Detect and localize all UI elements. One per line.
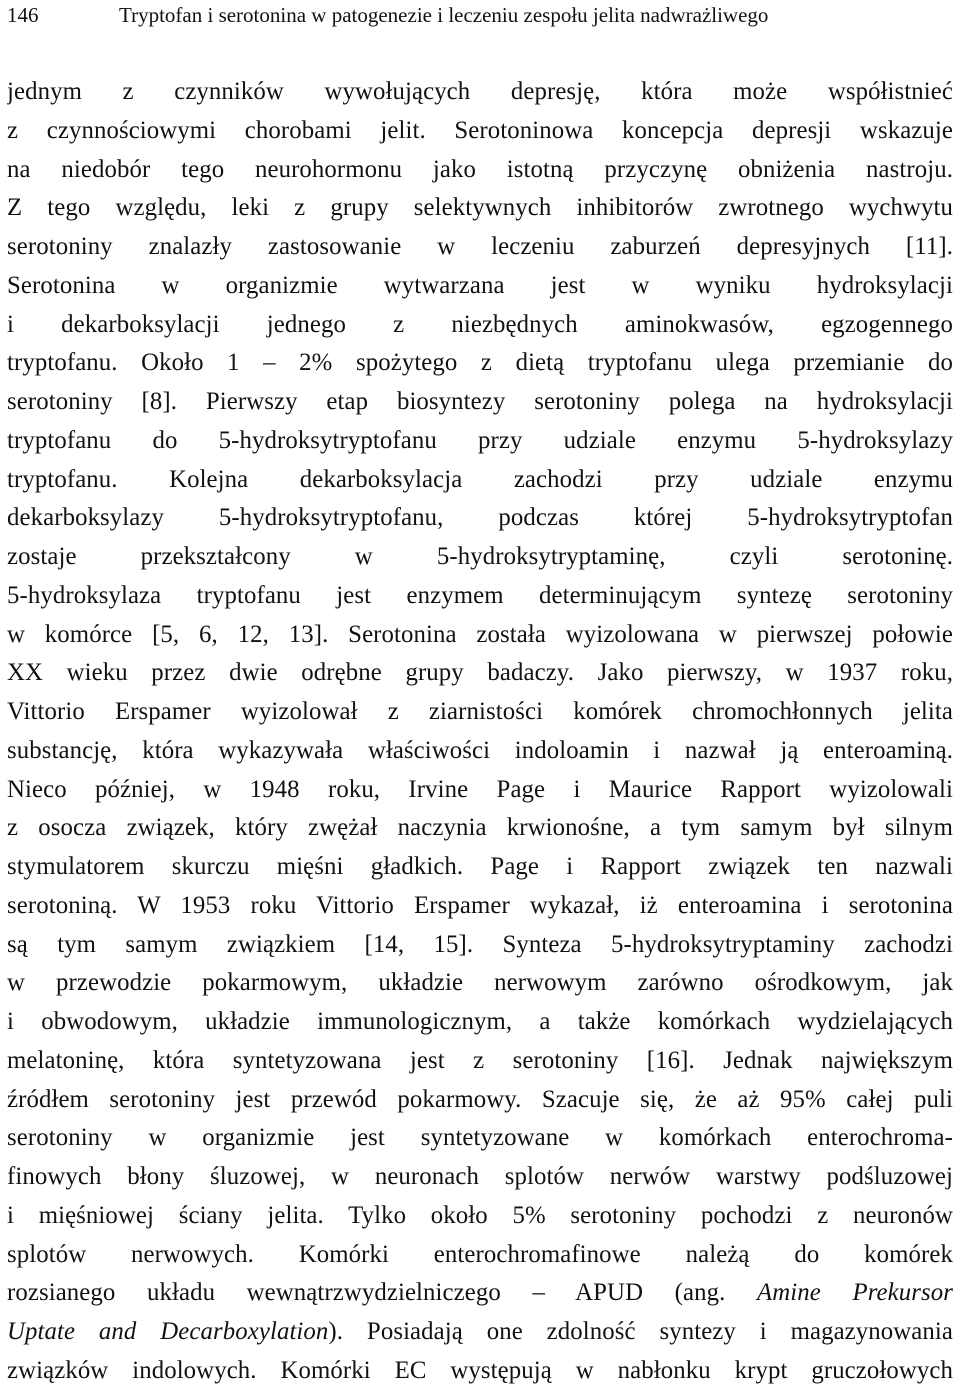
text-line: serotoniny w organizmie jest syntetyzowane w komórkach enterochroma- xyxy=(7,1124,953,1152)
text-line: zostaje przekształcony w 5-hydroksytryptaminę, czyli serotoninę. xyxy=(7,543,953,570)
text-line: i dekarboksylacji jednego z niezbędnych aminokwasów, egzogennego xyxy=(7,310,953,338)
text-line: Nieco później, w 1948 roku, Irvine Page i Maurice Rapport wyizolowali xyxy=(7,775,953,803)
text-line: związków indolowych. Komórki EC występują w nabłonku krypt gruczołowych xyxy=(7,1356,953,1384)
text-segment: ). Posiadają one zdolność syntezy i magazynowania xyxy=(328,1318,953,1345)
text-line: źródłem serotoniny jest przewód pokarmowy. Szacuje się, że aż 95% całej puli xyxy=(7,1085,953,1113)
text-line: finowych błony śluzowej, w neuronach splotów nerwów warstwy podśluzowej xyxy=(7,1163,953,1190)
text-line: Z tego względu, leki z grupy selektywnych inhibitorów zwrotnego wychwytu xyxy=(7,194,953,222)
text-line: i obwodowym, układzie immunologicznym, a także komórkach wydzielających xyxy=(7,1008,953,1035)
text-line: są tym samym związkiem [14, 15]. Synteza 5-hydroksytryptaminy zachodzi xyxy=(7,930,953,958)
text-line: stymulatorem skurczu mięśni gładkich. Page i Rapport związek ten nazwali xyxy=(7,853,953,880)
italic-term: Uptate and Decarboxylation xyxy=(7,1318,329,1345)
text-line: serotoniny [8]. Pierwszy etap biosyntezy serotoniny polega na hydroksylacji xyxy=(7,388,953,415)
text-line: melatoninę, która syntetyzowana jest z serotoniny [16]. Jednak największym xyxy=(7,1046,953,1074)
italic-term: Amine Prekursor xyxy=(757,1279,953,1307)
text-line: z czynnościowymi chorobami jelit. Serotoninowa koncepcja depresji wskazuje xyxy=(7,116,953,144)
text-line: dekarboksylazy 5-hydroksytryptofanu, podczas której 5-hydroksytryptofan xyxy=(7,504,953,532)
body-paragraph xyxy=(7,73,953,1391)
text-line: z osocza związek, który zwężał naczynia krwionośne, a tym samym był silnym xyxy=(7,814,953,842)
text-line: w komórce [5, 6, 12, 13]. Serotonina została wyizolowana w pierwszej połowie xyxy=(7,620,953,648)
text-segment: rozsianego układu wewnątrzwydzielniczego – APUD (ang. xyxy=(7,1279,758,1307)
text-line: 5-hydroksylaza tryptofanu jest enzymem determinującym syntezę serotoniny xyxy=(7,581,953,609)
text-line: Serotonina w organizmie wytwarzana jest w wyniku hydroksylacji xyxy=(7,271,953,299)
page-number: 146 xyxy=(7,3,39,27)
text-line: serotoniny znalazły zastosowanie w leczeniu zaburzeń depresyjnych [11]. xyxy=(7,233,953,260)
text-line: tryptofanu. Około 1 – 2% spożytego z dietą tryptofanu ulega przemianie do xyxy=(7,349,953,377)
text-line: splotów nerwowych. Komórki enterochromafinowe należą do komórek xyxy=(7,1240,953,1268)
text-line: Vittorio Erspamer wyizolował z ziarnistości komórek chromochłonnych jelita xyxy=(7,698,953,725)
text-line: XX wieku przez dwie odrębne grupy badaczy. Jako pierwszy, w 1937 roku, xyxy=(7,659,953,687)
running-title: Tryptofan i serotonina w patogenezie i leczeniu zespołu jelita nadwrażliwego xyxy=(119,3,769,27)
text-line: substancję, która wykazywała właściwości indoloamin i nazwał ją enteroaminą. xyxy=(7,736,953,764)
text-line: jednym z czynników wywołujących depresję, która może współistnieć xyxy=(7,78,953,105)
text-line: tryptofanu do 5-hydroksytryptofanu przy udziale enzymu 5-hydroksylazy xyxy=(7,426,953,454)
text-line xyxy=(7,1274,953,1313)
text-line: i mięśniowej ściany jelita. Tylko około 5% serotoniny pochodzi z neuronów xyxy=(7,1201,953,1229)
text-line xyxy=(7,1313,953,1352)
running-header xyxy=(7,2,953,28)
text-line: tryptofanu. Kolejna dekarboksylacja zachodzi przy udziale enzymu xyxy=(7,465,953,493)
text-line: w przewodzie pokarmowym, układzie nerwowym zarówno ośrodkowym, jak xyxy=(7,969,953,997)
text-line: serotoniną. W 1953 roku Vittorio Erspamer wykazał, iż enteroamina i serotonina xyxy=(7,891,953,919)
text-line: na niedobór tego neurohormonu jako istotną przyczynę obniżenia nastroju. xyxy=(7,155,953,183)
